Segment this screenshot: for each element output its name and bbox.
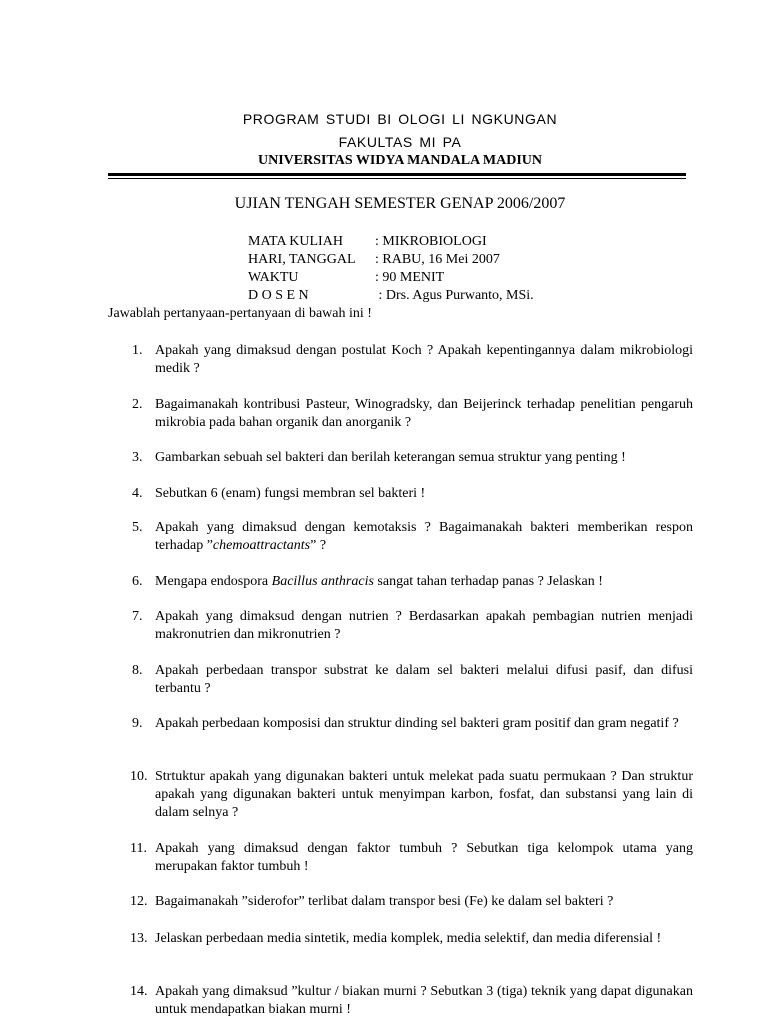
faculty-heading: FAKULTAS MI PA bbox=[338, 134, 462, 150]
question-item bbox=[125, 662, 693, 698]
question-text: Jelaskan perbedaan media sintetik, media komplek, media selektif, dan media diferensial ! bbox=[155, 931, 662, 946]
header-rule-thick bbox=[108, 173, 686, 176]
question-number: 4. bbox=[132, 486, 143, 501]
question-item bbox=[125, 396, 693, 432]
question-number: 2. bbox=[132, 397, 143, 412]
question-text: Apakah yang dimaksud dengan faktor tumbuh ? Sebutkan tiga kelompok utama yang merupakan faktor tumbuh ! bbox=[155, 841, 693, 874]
question-text: Bagaimanakah ”siderofor” terlibat dalam transpor besi (Fe) ke dalam sel bakteri ? bbox=[155, 894, 614, 909]
meta-value: : MIKROBIOLOGI bbox=[375, 234, 487, 249]
meta-value: : Drs. Agus Purwanto, MSi. bbox=[375, 288, 534, 303]
meta-label: D O S E N bbox=[248, 288, 309, 303]
question-number: 12. bbox=[130, 894, 148, 909]
question-text-part: Mengapa endospora bbox=[155, 574, 272, 589]
question-number: 7. bbox=[132, 609, 143, 624]
question-item bbox=[125, 768, 693, 822]
question-text: Apakah yang dimaksud dengan nutrien ? Berdasarkan apakah pembagian nutrien menjadi makronutrien dan mikronutrien ? bbox=[155, 609, 693, 642]
meta-value: : RABU, 16 Mei 2007 bbox=[375, 252, 500, 267]
question-item bbox=[125, 519, 693, 555]
program-heading: PROGRAM STUDI BI OLOGI LI NGKUNGAN bbox=[242, 111, 558, 127]
meta-label: MATA KULIAH bbox=[248, 234, 343, 249]
question-text: Apakah perbedaan transpor substrat ke dalam sel bakteri melalui difusi pasif, dan difusi terbantu ? bbox=[155, 663, 693, 696]
meta-value: : 90 MENIT bbox=[375, 270, 445, 285]
question-number: 5. bbox=[132, 520, 143, 535]
question-text bbox=[155, 573, 693, 591]
question-italic-term: chemoattractants bbox=[212, 538, 311, 553]
question-number: 8. bbox=[132, 663, 143, 678]
exam-title: UJIAN TENGAH SEMESTER GENAP 2006/2007 bbox=[234, 195, 566, 212]
question-italic-term: Bacillus anthracis bbox=[271, 574, 374, 589]
question-item bbox=[125, 930, 693, 948]
question-item bbox=[125, 840, 693, 876]
question-item bbox=[125, 342, 693, 378]
question-text: Apakah yang dimaksud dengan postulat Koch ? Apakah kepentingannya dalam mikrobiologi medik ? bbox=[155, 343, 693, 376]
question-text: Sebutkan 6 (enam) fungsi membran sel bakteri ! bbox=[155, 486, 426, 501]
question-number: 1. bbox=[132, 343, 143, 358]
question-text: Apakah yang dimaksud ”kultur / biakan murni ? Sebutkan 3 (tiga) teknik yang dapat digunakan untuk mendapatkan biakan murni ! bbox=[155, 984, 693, 1017]
question-item bbox=[125, 983, 693, 1019]
question-text: Strtuktur apakah yang digunakan bakteri untuk melekat pada suatu permukaan ? Dan struktur apakah yang digunakan bakteri untuk menyimpan karbon, fosfat, dan substansi yang lain di dalam selnya ? bbox=[155, 769, 693, 820]
meta-label: WAKTU bbox=[248, 270, 299, 285]
question-text-part: Apakah yang dimaksud dengan kemotaksis ? Bagaimanakah bakteri memberikan respon terhadap ” bbox=[155, 520, 693, 553]
question-number: 11. bbox=[130, 841, 147, 856]
question-number: 13. bbox=[130, 931, 148, 946]
question-number: 3. bbox=[132, 450, 143, 465]
question-text bbox=[155, 519, 693, 555]
question-item bbox=[125, 893, 693, 911]
meta-label: HARI, TANGGAL bbox=[248, 252, 356, 267]
question-text: Apakah perbedaan komposisi dan struktur dinding sel bakteri gram positif dan gram negatif ? bbox=[155, 716, 679, 731]
university-heading: UNIVERSITAS WIDYA MANDALA MADIUN bbox=[257, 153, 543, 168]
question-number: 9. bbox=[132, 716, 143, 731]
question-text: Gambarkan sebuah sel bakteri dan berilah keterangan semua struktur yang penting ! bbox=[155, 450, 626, 465]
question-item bbox=[125, 449, 693, 467]
question-text: Bagaimanakah kontribusi Pasteur, Winogradsky, dan Beijerinck terhadap penelitian pengaruh mikrobia pada bahan organik dan anorganik ? bbox=[155, 397, 693, 430]
instruction-text: Jawablah pertanyaan-pertanyaan di bawah ini ! bbox=[108, 306, 372, 321]
question-item bbox=[125, 715, 693, 733]
header-rule-thin bbox=[108, 178, 686, 179]
question-number: 14. bbox=[130, 984, 148, 999]
question-number: 10. bbox=[130, 769, 148, 784]
question-text-part: ” ? bbox=[310, 538, 327, 553]
question-item bbox=[125, 608, 693, 644]
question-item bbox=[125, 573, 693, 591]
question-item bbox=[125, 485, 693, 503]
question-number: 6. bbox=[132, 574, 143, 589]
question-text-part: sangat tahan terhadap panas ? Jelaskan ! bbox=[373, 574, 603, 589]
